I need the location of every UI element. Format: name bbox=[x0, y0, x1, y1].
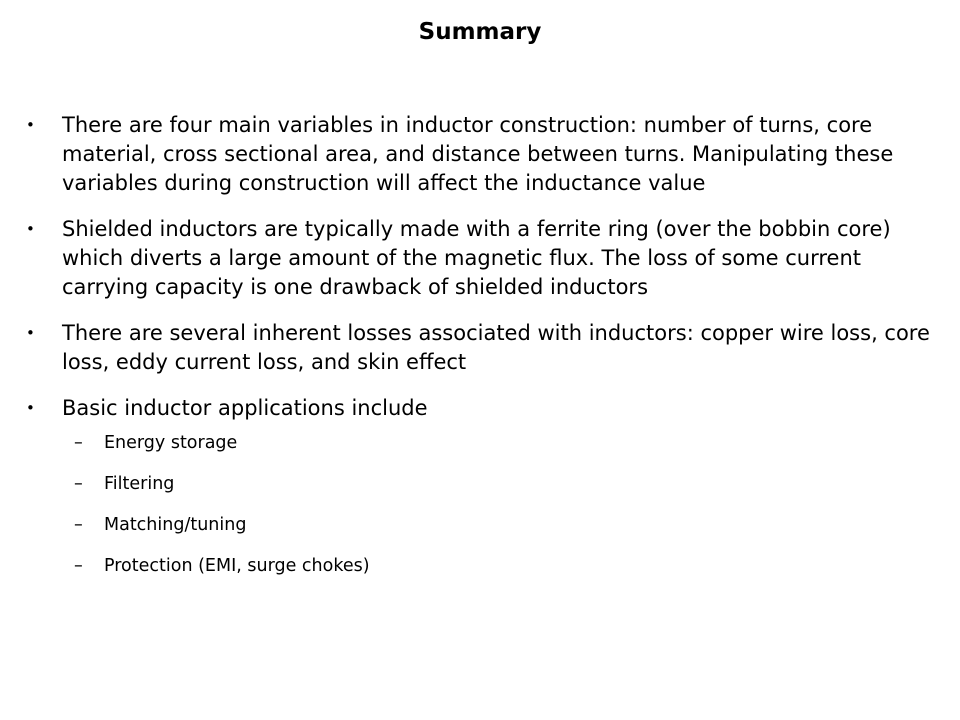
bullet-marker: • bbox=[26, 324, 35, 342]
sub-text: Filtering bbox=[104, 474, 175, 494]
sub-item bbox=[26, 472, 946, 496]
bullet-item bbox=[26, 319, 946, 377]
sub-marker: – bbox=[74, 474, 83, 494]
sub-item bbox=[26, 554, 946, 578]
bullet-text: There are several inherent losses associated with inductors: copper wire loss, core loss, eddy current loss, and skin effect bbox=[62, 321, 930, 374]
sub-marker: – bbox=[74, 556, 83, 576]
sub-text: Matching/tuning bbox=[104, 515, 247, 535]
bullet-text: Basic inductor applications include bbox=[62, 396, 428, 420]
sub-marker: – bbox=[74, 515, 83, 535]
bullet-marker: • bbox=[26, 116, 35, 134]
sub-item bbox=[26, 513, 946, 537]
bullet-marker: • bbox=[26, 399, 35, 417]
bullet-item bbox=[26, 394, 946, 423]
sub-list bbox=[26, 431, 946, 578]
bullet-text: There are four main variables in inductor construction: number of turns, core material, cross sectional area, and distance between turns. Manipulating these variables during construction will affect the inductance value bbox=[62, 113, 894, 195]
sub-marker: – bbox=[74, 433, 83, 453]
sub-item bbox=[26, 431, 946, 455]
sub-text: Energy storage bbox=[104, 433, 238, 453]
bullet-item bbox=[26, 111, 946, 198]
bullet-list bbox=[26, 111, 946, 595]
bullet-item bbox=[26, 215, 946, 302]
bullet-text: Shielded inductors are typically made with a ferrite ring (over the bobbin core) which diverts a large amount of the magnetic flux. The loss of some current carrying capacity is one drawback of shielded inductors bbox=[62, 217, 891, 299]
bullet-marker: • bbox=[26, 220, 35, 238]
slide-title: Summary bbox=[418, 19, 542, 45]
sub-text: Protection (EMI, surge chokes) bbox=[104, 556, 370, 576]
